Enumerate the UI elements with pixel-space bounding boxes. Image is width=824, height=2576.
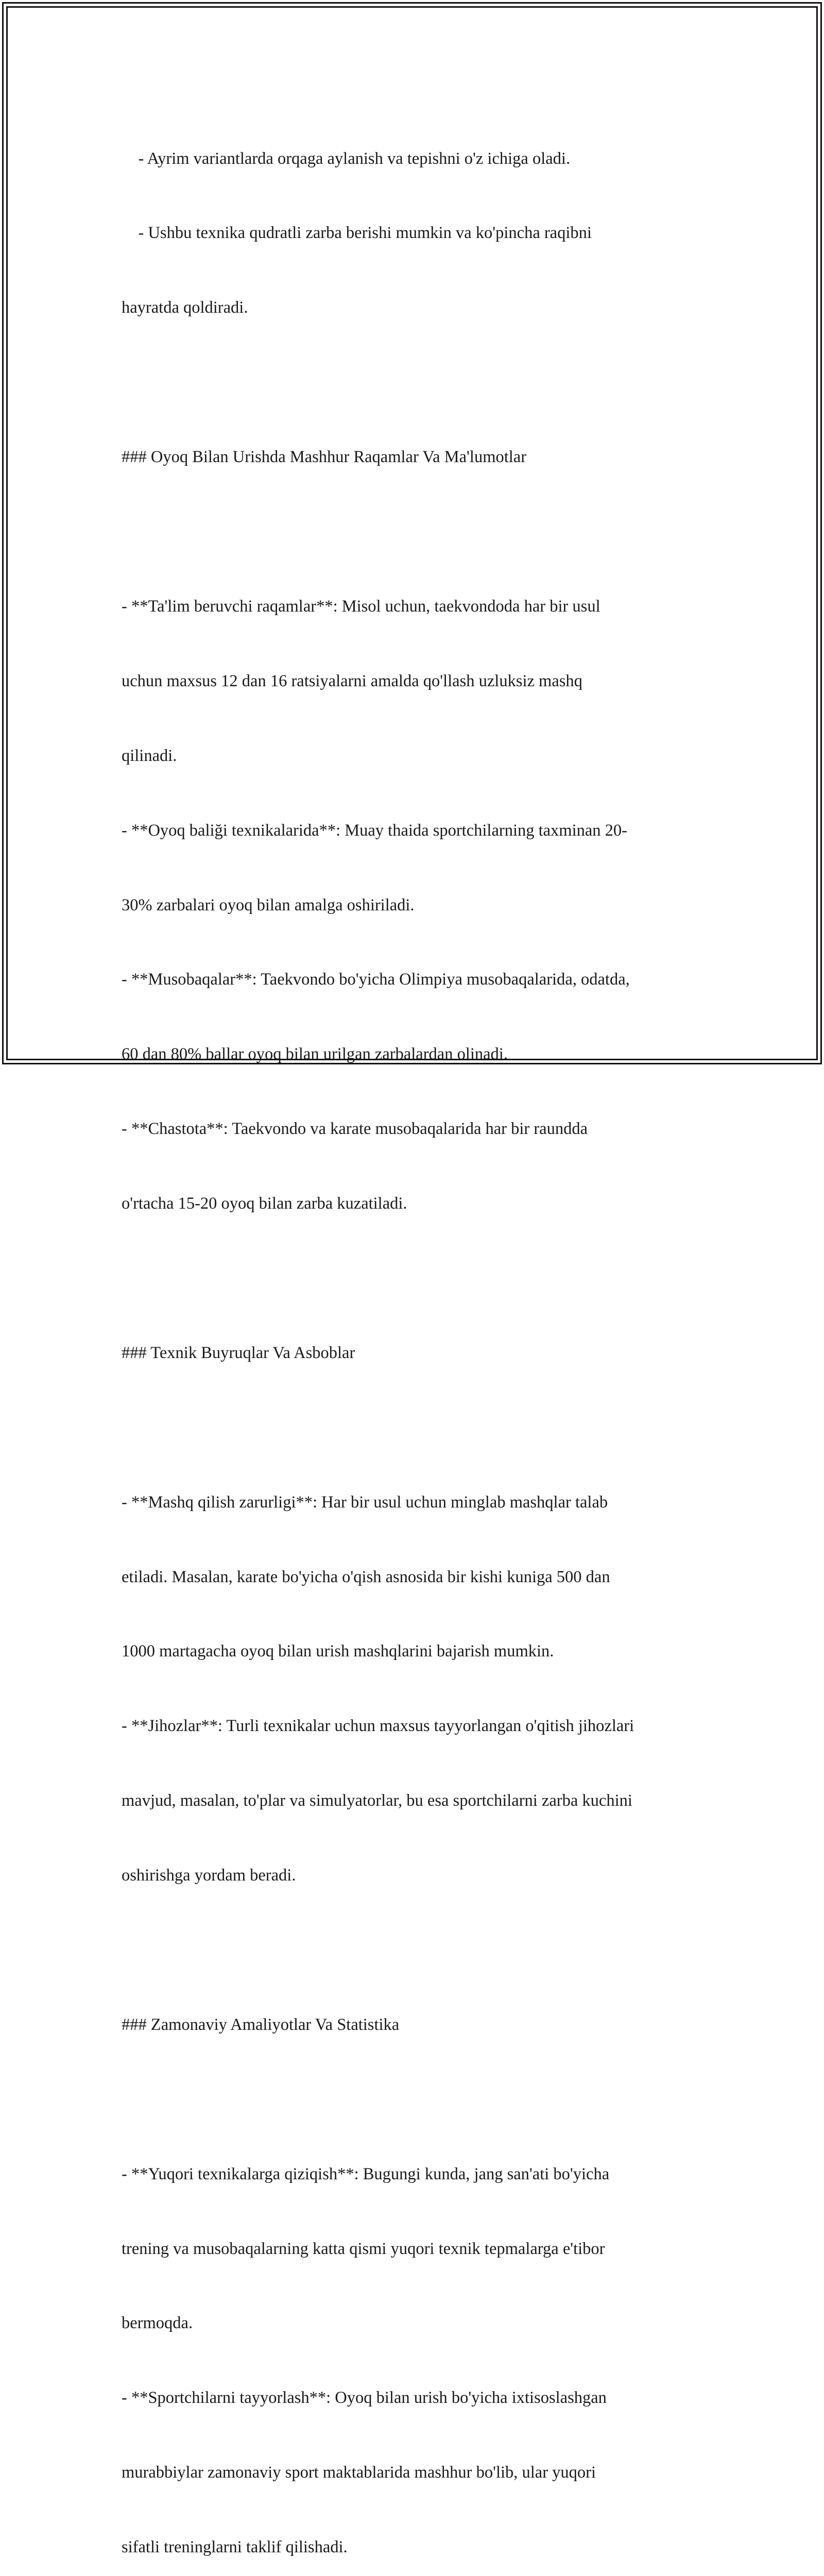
section-heading: ### Oyoq Bilan Urishda Mashhur Raqamlar Va Ma'lumotlar xyxy=(122,448,527,467)
text-line: 60 dan 80% ballar oyoq bilan urilgan zarbalardan olinadi. xyxy=(122,1045,508,1064)
text-line: qilinadi. xyxy=(122,746,177,765)
text-line: 1000 martagacha oyoq bilan urish mashqlarini bajarish mumkin. xyxy=(122,1642,554,1661)
text-line: sifatli treninglarni taklif qilishadi. xyxy=(122,2538,348,2557)
text-line: oshirishga yordam beradi. xyxy=(122,1866,296,1885)
text-line: - **Chastota**: Taekvondo va karate musobaqalarida har bir raundda xyxy=(122,1120,588,1139)
text-line: - **Musobaqalar**: Taekvondo bo'yicha Olimpiya musobaqalarida, odatda, xyxy=(122,970,630,989)
text-line: - **Yuqori texnikalarga qiziqish**: Bugungi kunda, jang san'ati bo'yicha xyxy=(122,2164,610,2183)
text-line: - **Ta'lim beruvchi raqamlar**: Misol uchun, taekvondoda har bir usul xyxy=(122,597,600,616)
text-line: murabbiylar zamonaviy sport maktablarida mashhur bo'lib, ular yuqori xyxy=(122,2463,596,2482)
text-line: hayratda qoldiradi. xyxy=(122,298,248,317)
text-line: - **Oyoq baliği texnikalarida**: Muay thaida sportchilarning taxminan 20- xyxy=(122,821,627,840)
text-line: - **Jihozlar**: Turli texnikalar uchun maxsus tayyorlangan o'qitish jihozlari xyxy=(122,1717,634,1736)
section-heading: ### Zamonaviy Amaliyotlar Va Statistika xyxy=(122,2015,400,2034)
text-line: mavjud, masalan, to'plar va simulyatorlar, bu esa sportchilarni zarba kuchini xyxy=(122,1791,632,1810)
text-line: 30% zarbalari oyoq bilan amalga oshiriladi. xyxy=(122,895,415,914)
text-line: trening va musobaqalarning katta qismi yuqori texnik tepmalarga e'tibor xyxy=(122,2239,605,2258)
text-line: - **Sportchilarni tayyorlash**: Oyoq bilan urish bo'yicha ixtisoslashgan xyxy=(122,2388,607,2408)
blank-line xyxy=(122,519,703,544)
section-heading: ### Texnik Buyruqlar Va Asboblar xyxy=(122,1343,355,1362)
blank-line xyxy=(122,1938,703,1962)
document-body xyxy=(122,96,703,2576)
text-line: bermoqda. xyxy=(122,2314,193,2333)
text-line: o'rtacha 15-20 oyoq bilan zarba kuzatiladi. xyxy=(122,1194,407,1213)
text-line: - Ayrim variantlarda orqaga aylanish va tepishni o'z ichiga oladi. xyxy=(122,149,571,168)
text-line: - Ushbu texnika qudratli zarba berishi mumkin va ko'pincha raqibni xyxy=(122,224,592,243)
blank-line xyxy=(122,1415,703,1440)
blank-line xyxy=(122,2087,703,2112)
text-line: etiladi. Masalan, karate bo'yicha o'qish asnosida bir kishi kuniga 500 dan xyxy=(122,1567,610,1586)
blank-line xyxy=(122,1266,703,1291)
blank-line xyxy=(122,370,703,395)
text-line: - **Mashq qilish zarurligi**: Har bir usul uchun minglab mashqlar talab xyxy=(122,1493,608,1512)
text-line: uchun maxsus 12 dan 16 ratsiyalarni amalda qo'llash uzluksiz mashq xyxy=(122,671,582,690)
